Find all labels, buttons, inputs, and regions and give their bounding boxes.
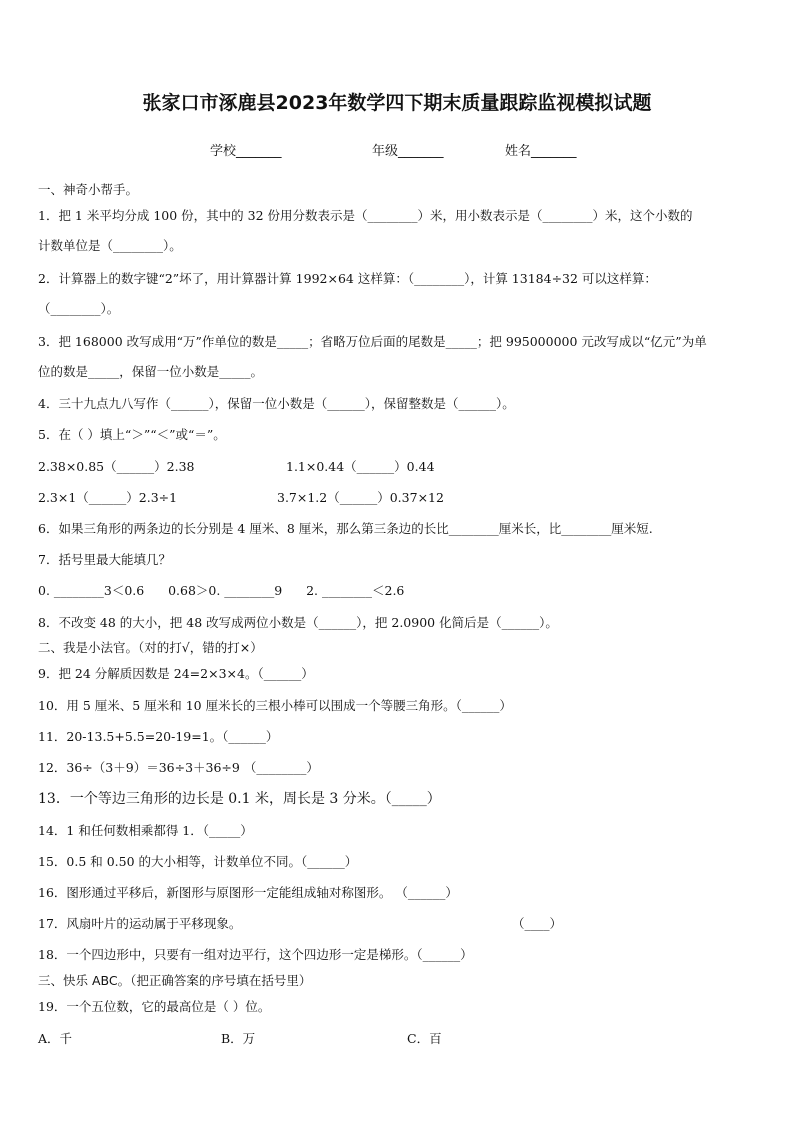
page-title: 张家口市涿鹿县2023年数学四下期末质量跟踪监视模拟试题 — [142, 92, 652, 114]
question-7: 7．括号里最大能填几？ — [38, 552, 171, 567]
question-9: 9．把 24 分解质因数是 24=2×3×4。（______） — [38, 666, 314, 681]
question-17-answer: （____） — [512, 916, 563, 931]
section-2-heading: 二、我是小法官。（对的打√，错的打×） — [38, 640, 263, 655]
question-16: 16．图形通过平移后，新图形与原图形一定能组成轴对称图形。 （______） — [38, 885, 458, 900]
question-13: 13．一个等边三角形的边长是 0.1 米，周长是 3 分米。（_____） — [38, 791, 441, 807]
question-5: 5．在（ ）填上“＞”“＜”或“＝”。 — [38, 427, 226, 442]
question-15: 15．0.5 和 0.50 的大小相等，计数单位不同。（______） — [38, 854, 358, 869]
name-field: 姓名_______ — [505, 144, 577, 159]
question-12: 12．36÷（3＋9）＝36÷3＋36÷9 （________） — [38, 760, 319, 775]
question-14: 14．1 和任何数相乘都得 1．（_____） — [38, 823, 253, 838]
question-5-item-4: 3.7×1.2（______）0.37×12 — [277, 490, 444, 505]
section-3-heading: 三、快乐 ABC。（把正确答案的序号填在括号里） — [38, 973, 312, 988]
question-11: 11．20-13.5+5.5=20-19=1。（______） — [38, 729, 279, 744]
section-1-heading: 一、神奇小帮手。 — [38, 182, 139, 197]
question-1-line-2: 计数单位是（________）。 — [38, 238, 182, 253]
question-5-item-1: 2.38×0.85（______）2.38 — [38, 459, 195, 474]
question-3-line-1: 3．把 168000 改写成用“万”作单位的数是_____；省略万位后面的尾数是_____；把 995000000 元改写成以“亿元”为单 — [38, 334, 707, 349]
option-a: A．千 — [38, 1031, 73, 1046]
question-7-items: 0. ________3＜0.6 0.68＞0. ________9 2. ________＜2.6 — [38, 583, 405, 598]
question-1-line-1: 1．把 1 米平均分成 100 份，其中的 32 份用分数表示是（________）米，用小数表示是（________）米，这个小数的 — [38, 208, 693, 223]
question-3-line-2: 位的数是_____，保留一位小数是_____。 — [38, 364, 264, 379]
question-4: 4．三十九点九八写作（______），保留一位小数是（______），保留整数是（______）。 — [38, 396, 515, 411]
question-2-line-2: （________）。 — [38, 301, 120, 316]
option-b: B．万 — [221, 1031, 256, 1046]
question-6: 6．如果三角形的两条边的长分别是 4 厘米、8 厘米，那么第三条边的长比________厘米长，比________厘米短. — [38, 521, 653, 536]
question-5-item-3: 2.3×1（______）2.3÷1 — [38, 490, 178, 505]
question-19: 19．一个五位数，它的最高位是（ ）位。 — [38, 999, 271, 1014]
question-5-item-2: 1.1×0.44（______）0.44 — [286, 459, 435, 474]
school-field: 学校_______ — [210, 144, 282, 159]
question-2-line-1: 2．计算器上的数字键“2”坏了，用计算器计算 1992×64 这样算：（________），计算 13184÷32 可以这样算： — [38, 271, 657, 286]
question-8: 8．不改变 48 的大小，把 48 改写成两位小数是（______），把 2.0900 化简后是（______）。 — [38, 615, 558, 630]
option-c: C．百 — [407, 1031, 442, 1046]
question-17: 17．风扇叶片的运动属于平移现象。 — [38, 916, 242, 931]
question-10: 10．用 5 厘米、5 厘米和 10 厘米长的三根小棒可以围成一个等腰三角形。（______） — [38, 698, 512, 713]
question-18: 18．一个四边形中，只要有一组对边平行，这个四边形一定是梯形。（______） — [38, 947, 473, 962]
grade-field: 年级_______ — [372, 144, 444, 159]
